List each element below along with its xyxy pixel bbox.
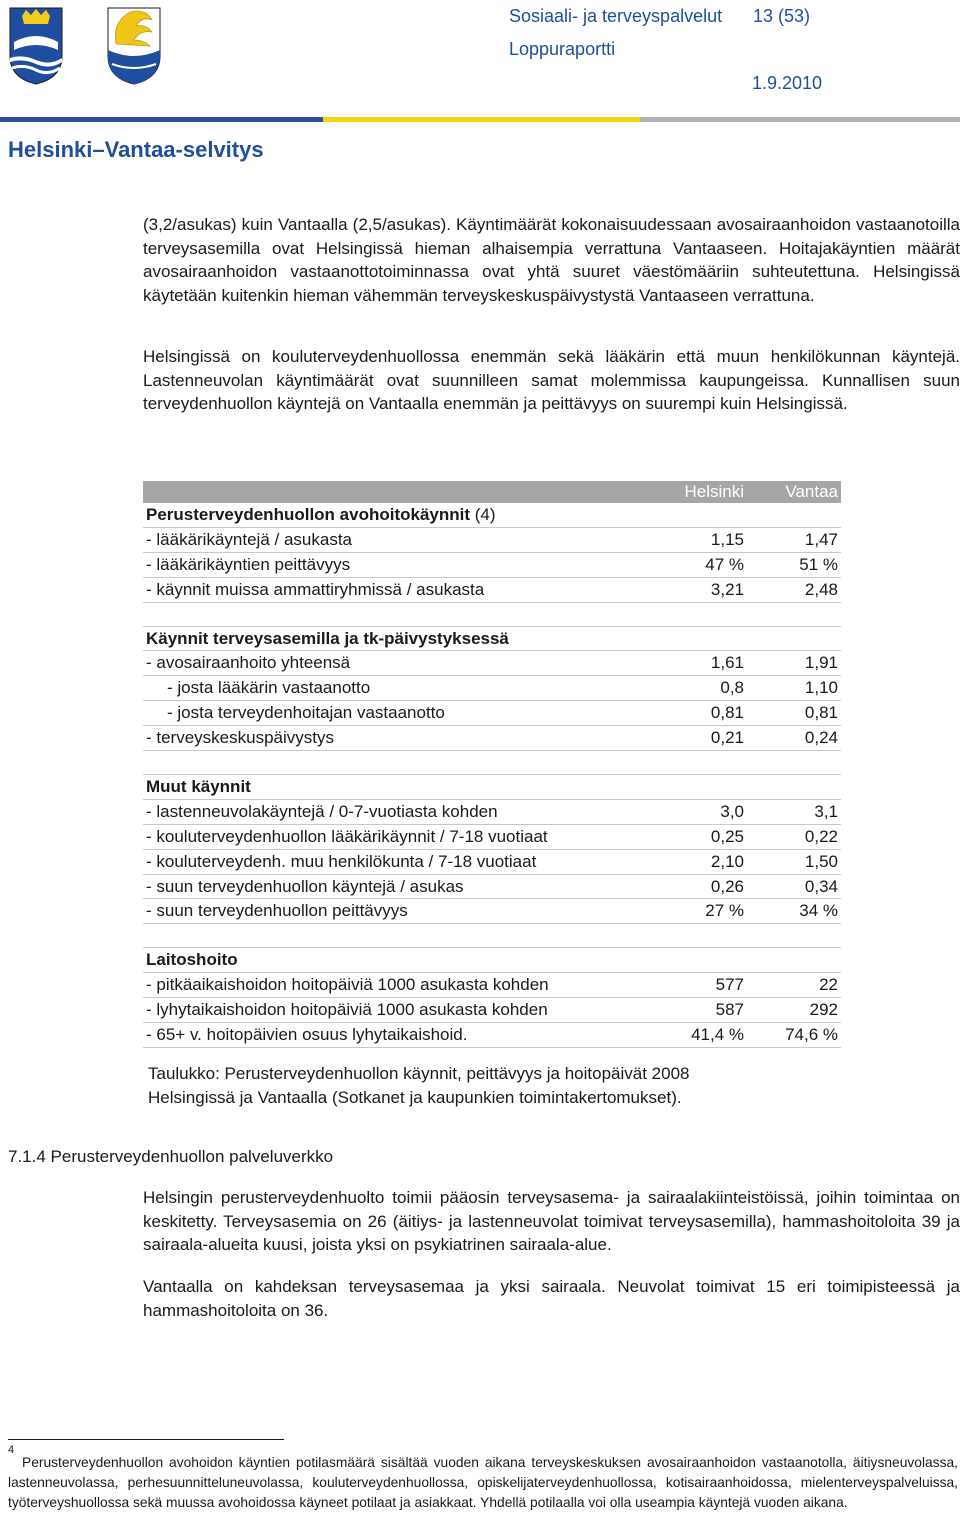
vantaa-value: 1,47 [747,527,841,552]
table-spacer-row [143,751,841,775]
document-title: Helsinki–Vantaa-selvitys [8,137,264,162]
row-label: - pitkäaikaishoidon hoitopäiviä 1000 asukasta kohden [143,973,663,998]
column-header-helsinki: Helsinki [663,481,747,503]
table-row [143,998,841,1023]
helsinki-value: 0,21 [663,726,747,751]
table-row [143,577,841,602]
row-label: - avosairaanhoito yhteensä [143,651,663,676]
table-spacer-row [143,924,841,948]
footnote-text [8,1453,958,1512]
section-title: Laitoshoito [143,948,841,973]
table-row [143,849,841,874]
vantaa-value: 292 [747,998,841,1023]
header-section-title: Sosiaali- ja terveyspalvelut [509,6,723,26]
table-row [143,973,841,998]
footnote-number: 4 [8,1444,15,1456]
table-section-heading [143,626,841,651]
helsinki-crest-logo [8,6,64,86]
row-label: - lyhytaikaishoidon hoitopäiviä 1000 asukasta kohden [143,998,663,1023]
helsinki-value: 0,81 [663,701,747,726]
vantaa-value: 1,50 [747,849,841,874]
row-label: - lastenneuvolakäyntejä / 0-7-vuotiasta kohden [143,799,663,824]
row-label: - kouluterveydenh. muu henkilökunta / 7-18 vuotiaat [143,849,663,874]
column-header-vantaa: Vantaa [747,481,841,503]
table-section-heading [143,948,841,973]
table-section-heading [143,503,841,527]
table-row [143,701,841,726]
vantaa-value: 1,10 [747,676,841,701]
section-title: Muut käynnit [143,775,841,800]
footnote-reference: (4) [470,504,496,524]
row-label: - 65+ v. hoitopäivien osuus lyhytaikaishoid. [143,1023,663,1048]
vantaa-value: 51 % [747,552,841,577]
vantaa-value: 1,91 [747,651,841,676]
row-label: - suun terveydenhuollon peittävyys [143,899,663,924]
table-row [143,552,841,577]
header-date: 1.9.2010 [752,73,823,93]
table-section-heading [143,775,841,800]
helsinki-value: 1,15 [663,527,747,552]
table-row [143,824,841,849]
body-paragraph: Helsingin perusterveydenhuolto toimii pääosin terveysasema- ja sairaalakiinteistöissä, joihin toimintaa on keskitetty. Terveysasemia on 26 (äitiys- ja lastenneuvolat toimivat terveysasemilla), hammashoitoloita 39 ja sairaala-alueita kuusi, joista yksi on psykiatrinen sairaala-alue. [143,1188,960,1254]
vantaa-value: 0,34 [747,874,841,899]
body-paragraph: (3,2/asukas) kuin Vantaalla (2,5/asukas). Käyntimäärät kokonaisuudessaan avosairaanhoidon vastaanotoilla terveysasemilla ovat Helsingissä hieman alhaisempia verrattuna Vantaaseen. Hoitajakäyntien määrät avosairaanhoidon vastaanottotoiminnassa ovat yhtä suuret väestömääriin suhteutettuna. Helsingissä käytetään kuitenkin hieman vähemmän terveyskeskuspäivystystä Vantaaseen verrattuna. [143,215,960,305]
vantaa-value: 74,6 % [747,1023,841,1048]
table-row [143,651,841,676]
vantaa-value: 0,81 [747,701,841,726]
row-label: - lääkärikäyntejä / asukasta [143,527,663,552]
helsinki-value: 0,25 [663,824,747,849]
header-stripe-yellow [323,117,640,122]
table-header-row [143,481,841,503]
header-stripe-gray [640,117,960,122]
body-paragraph: Vantaalla on kahdeksan terveysasemaa ja yksi sairaala. Neuvolat toimivat 15 eri toimipisteessä ja hammashoitoloita on 36. [143,1277,960,1320]
body-paragraph: Helsingissä on kouluterveydenhuollossa enemmän sekä lääkärin että muun henkilökunnan käyntejä. Lastenneuvolan käyntimäärät ovat suunnilleen samat molemmissa kaupungeissa. Kunnallisen suun terveydenhuollon käyntejä on Vantaalla enemmän ja peittävyys on suurempi kuin Helsingissä. [143,347,960,413]
vantaa-value: 34 % [747,899,841,924]
vantaa-value: 2,48 [747,577,841,602]
row-label: - käynnit muissa ammattiryhmissä / asukasta [143,577,663,602]
vantaa-crest-logo [106,6,162,86]
vantaa-value: 22 [747,973,841,998]
table-spacer-row [143,602,841,626]
helsinki-value: 0,8 [663,676,747,701]
table-row [143,676,841,701]
helsinki-value: 0,26 [663,874,747,899]
vantaa-value: 0,22 [747,824,841,849]
vantaa-value: 0,24 [747,726,841,751]
helsinki-value: 3,21 [663,577,747,602]
header-page-number: 13 (53) [753,6,811,26]
row-label: - josta lääkärin vastaanotto [143,676,663,701]
row-label: - suun terveydenhuollon käyntejä / asukas [143,874,663,899]
table-row [143,874,841,899]
table-row [143,1023,841,1048]
row-label: - kouluterveydenhuollon lääkärikäynnit / 7-18 vuotiaat [143,824,663,849]
helsinki-value: 41,4 % [663,1023,747,1048]
row-label: - terveyskeskuspäivystys [143,726,663,751]
section-heading: 7.1.4 Perusterveydenhuollon palveluverkko [8,1147,334,1166]
table-row [143,899,841,924]
caption-line: Taulukko: Perusterveydenhuollon käynnit, peittävyys ja hoitopäivät 2008 [148,1064,690,1083]
header-document-type: Loppuraportti [509,39,616,59]
header-stripe-blue [0,117,323,122]
table-row [143,527,841,552]
table-row [143,799,841,824]
helsinki-value: 3,0 [663,799,747,824]
table-caption [148,1062,690,1110]
helsinki-value: 2,10 [663,849,747,874]
footnote-body: Perusterveydenhuollon avohoidon käyntien potilasmäärä sisältää vuoden aikana terveyskeskuksen avosairaanhoidon vastaanotolla, äitiysneuvolassa, lastenneuvolassa, perhesuunnitteluneuvolassa, kouluterveydenhuollossa, opiskelijaterveydenhuollossa, kotisairaanhoidossa, mielenterveyspalveluissa, työterveyshuollossa sekä muussa avohoidossa käyneet potilaat ja asiakkaat. Yhdellä potilaalla voi olla useampia käyntejä vuoden aikana. [8,1455,958,1510]
statistics-table [143,481,841,1048]
helsinki-value: 587 [663,998,747,1023]
table-row [143,726,841,751]
row-label: - josta terveydenhoitajan vastaanotto [143,701,663,726]
helsinki-value: 27 % [663,899,747,924]
helsinki-value: 47 % [663,552,747,577]
footnote-separator [8,1439,284,1440]
caption-line: Helsingissä ja Vantaalla (Sotkanet ja kaupunkien toimintakertomukset). [148,1088,682,1107]
section-title: Perusterveydenhuollon avohoitokäynnit [146,504,471,524]
vantaa-value: 3,1 [747,799,841,824]
section-title: Käynnit terveysasemilla ja tk-päivystyksessä [143,626,841,651]
helsinki-value: 577 [663,973,747,998]
row-label: - lääkärikäyntien peittävyys [143,552,663,577]
helsinki-value: 1,61 [663,651,747,676]
